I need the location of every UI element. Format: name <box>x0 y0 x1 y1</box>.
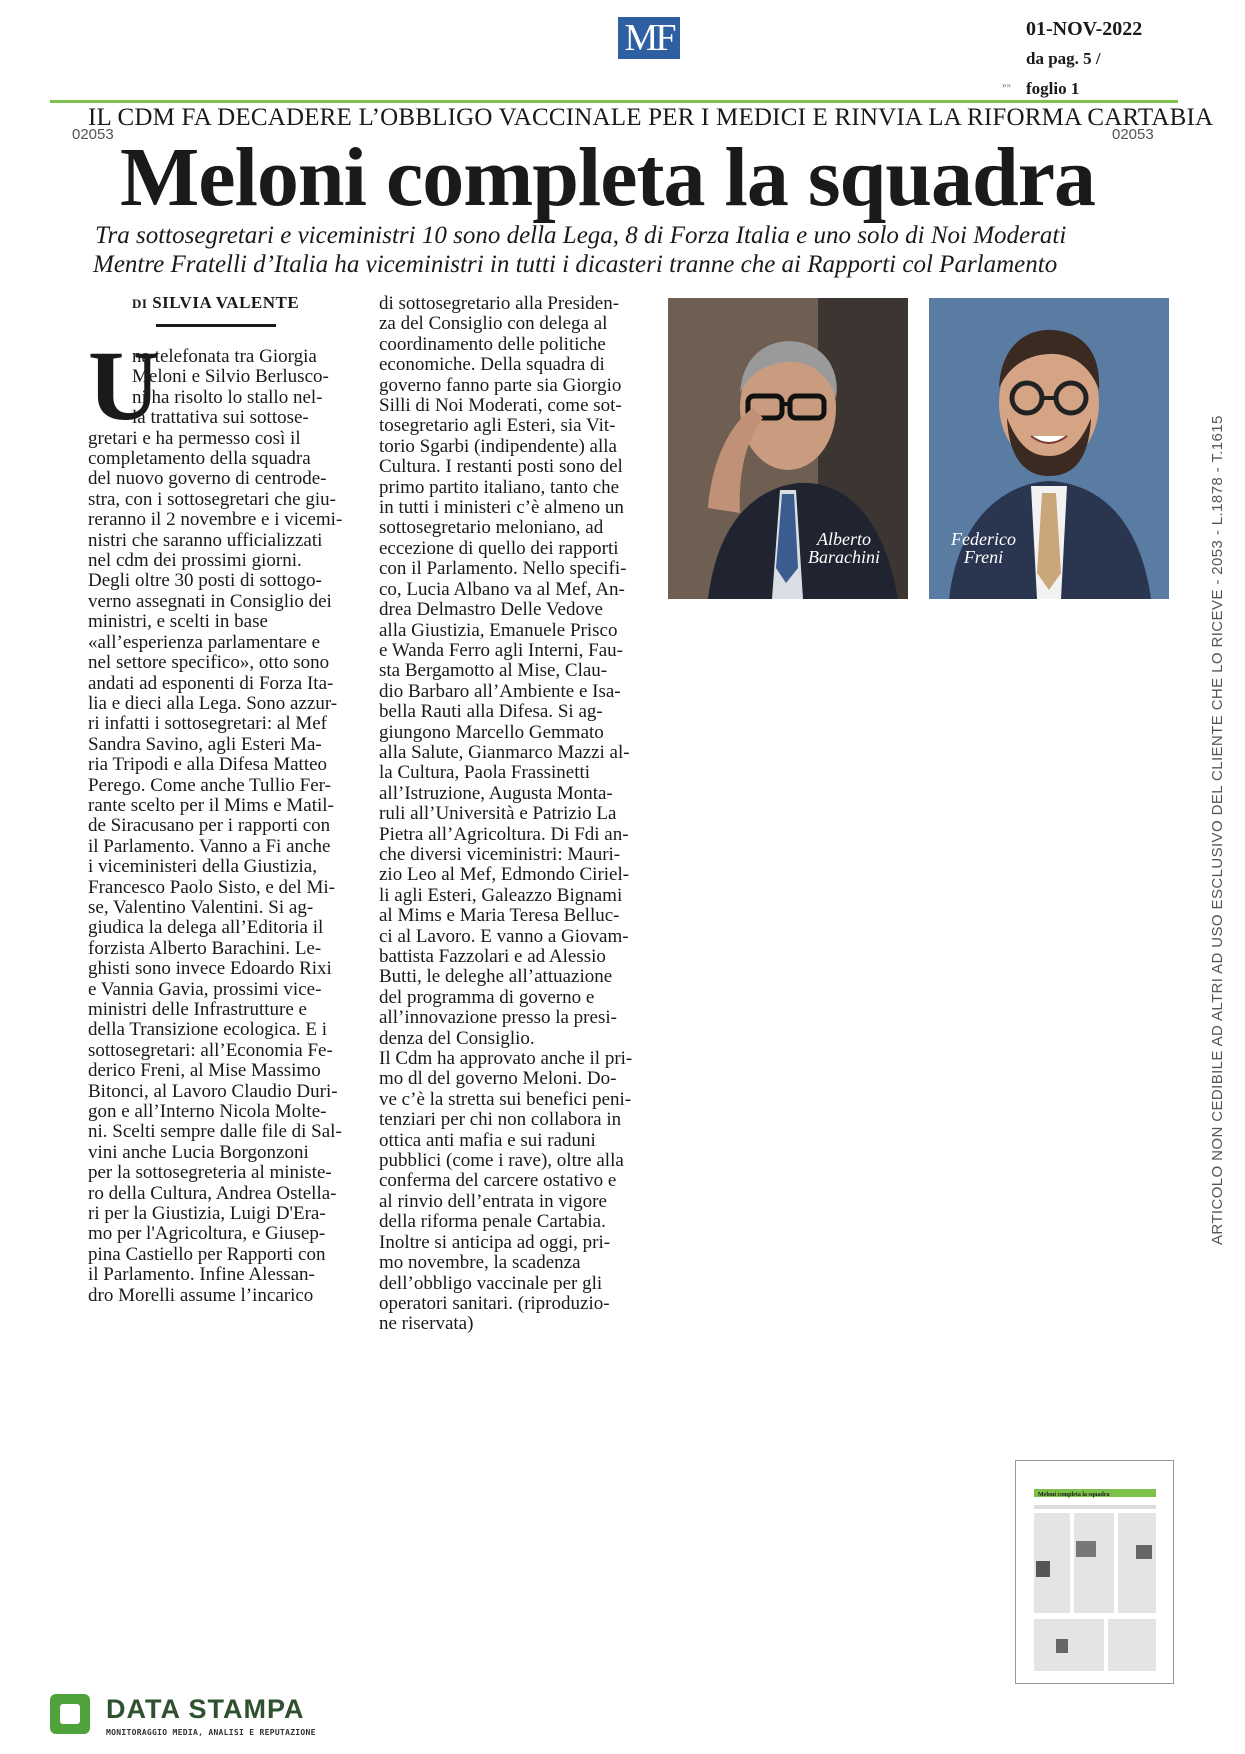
text-line: andati ad esponenti di Forza Ita- <box>88 672 334 694</box>
text-line: completamento della squadra <box>88 448 311 470</box>
byline-prefix: DI <box>132 296 148 311</box>
text-line: per la sottosegreteria al ministe- <box>88 1162 332 1184</box>
article-column-2 <box>379 294 636 1335</box>
thumbnail-photo <box>1136 1545 1152 1559</box>
sheet-marker: »» <box>1002 80 1011 90</box>
text-line: derico Freni, al Mise Massimo <box>88 1060 321 1082</box>
text-line: Perego. Come anche Tullio Fer- <box>88 774 331 796</box>
subheadline-2: Mentre Fratelli d’Italia ha viceministri in tutti i dicasteri tranne che ai Rapporti col Parlamento <box>93 251 1058 278</box>
text-line: zio Leo al Mef, Edmondo Ciriel- <box>379 864 630 886</box>
text-line: de Siracusano per i rapporti con <box>88 815 331 837</box>
text-line: Bitonci, al Lavoro Claudio Duri- <box>88 1080 338 1102</box>
text-line: rante scelto per il Mims e Matil- <box>88 794 334 816</box>
subheadline-1: Tra sottosegretari e viceministri 10 sono della Lega, 8 di Forza Italia e uno solo di Noi Moderati <box>95 222 1067 249</box>
text-line: nel cdm dei prossimi giorni. <box>88 550 302 572</box>
thumbnail-block <box>1034 1619 1104 1671</box>
text-line: se, Valentino Valentini. Si ag- <box>88 896 314 918</box>
text-line: sottosegretari: all’Economia Fe- <box>88 1039 333 1061</box>
text-line: Silli di Noi Moderati, come sot- <box>379 395 622 417</box>
data-stampa-icon <box>50 1694 90 1734</box>
mf-logo: MF <box>618 17 680 59</box>
text-line: pubblici (come i rave), oltre alla <box>379 1150 624 1172</box>
text-line: ve c’è la stretta sui benefici peni- <box>379 1088 632 1110</box>
text-line: di sottosegretario alla Presiden- <box>379 293 620 314</box>
text-line: ci al Lavoro. E vanno a Giovam- <box>379 925 629 947</box>
text-line: ministri, e scelti in base <box>88 611 268 633</box>
text-line: verno assegnati in Consiglio dei <box>88 590 332 612</box>
text-line: eccezione di quello dei rapporti <box>379 537 619 559</box>
text-line: conferma del carcere ostativo e <box>379 1170 617 1192</box>
thumbnail-block <box>1034 1505 1156 1509</box>
text-line: della riforma penale Cartabia. <box>379 1211 606 1233</box>
text-line: sottosegretario meloniano, ad <box>379 517 604 539</box>
text-line: li agli Esteri, Galeazzo Bignami <box>379 884 623 906</box>
sheet-ref: foglio 1 <box>1026 79 1080 98</box>
text-line: ghisti sono invece Edoardo Rixi <box>88 958 332 980</box>
text-line: alla Giustizia, Emanuele Prisco <box>379 619 618 641</box>
text-line: operatori sanitari. (riproduzio- <box>379 1292 610 1314</box>
text-line: che diversi viceministri: Mauri- <box>379 843 621 865</box>
text-line: al rinvio dell’entrata in vigore <box>379 1190 607 1212</box>
text-line: torio Sgarbi (indipendente) alla <box>379 435 617 457</box>
thumbnail-title: Meloni completa la squadra <box>1038 1492 1110 1498</box>
text-line: primo partito italiano, tanto che <box>379 476 620 498</box>
thumbnail-photo <box>1056 1639 1068 1653</box>
text-line: ro della Cultura, Andrea Ostella- <box>88 1182 337 1204</box>
press-meta <box>1026 14 1142 104</box>
text-line: «all’esperienza parlamentare e <box>88 631 321 653</box>
text-line: mo novembre, la scadenza <box>379 1252 581 1274</box>
text-line: sta Bergamotto al Mise, Clau- <box>379 660 608 682</box>
text-line: all’Istruzione, Augusta Monta- <box>379 782 613 804</box>
text-line: tenziari per chi non collabora in <box>379 1109 622 1131</box>
text-line: ruli all’Università e Patrizio La <box>379 803 617 825</box>
clipping-code-right: 02053 <box>1112 126 1154 143</box>
thumbnail-photo <box>1076 1541 1096 1557</box>
text-line: battista Fazzolari e ad Alessio <box>379 946 606 967</box>
text-line: Pietra all’Agricoltura. Di Fdi an- <box>379 823 629 845</box>
drop-cap: U <box>88 330 161 441</box>
text-line: in tutti i ministeri c’è almeno un <box>379 497 624 519</box>
text-line: ministri delle Infrastrutture e <box>88 999 307 1020</box>
issue-date: 01-NOV-2022 <box>1026 18 1143 40</box>
text-line: al Mims e Maria Teresa Belluc- <box>379 905 620 927</box>
usage-notice: ARTICOLO NON CEDIBILE AD ALTRI AD USO ESCLUSIVO DEL CLIENTE CHE LO RICEVE - 2053 - L.1878 - T.1615 <box>1209 415 1226 1245</box>
text-line: ni ha risolto lo stallo nel- <box>132 386 323 408</box>
photo-alberto-barachini <box>668 298 908 599</box>
thumbnail-block <box>1118 1513 1156 1613</box>
text-line: alla Salute, Gianmarco Mazzi al- <box>379 741 630 763</box>
text-line: dell’obbligo vaccinale per gli <box>379 1272 603 1294</box>
text-line: ne riservata) <box>379 1313 474 1335</box>
text-line: della Transizione ecologica. E i <box>88 1019 328 1041</box>
text-line: economiche. Della squadra di <box>379 354 605 376</box>
page-ref: da pag. 5 / <box>1026 49 1101 68</box>
thumbnail-photo <box>1036 1561 1050 1577</box>
text-line: stra, con i sottosegretari che giu- <box>88 488 336 510</box>
text-line: del nuovo governo di centrode- <box>88 468 327 490</box>
text-line: Butti, le deleghe all’attuazione <box>379 966 613 988</box>
text-line: del programma di governo e <box>379 986 595 1008</box>
text-line: giudica la delega all’Editoria il <box>88 917 324 939</box>
byline-rule <box>156 324 276 327</box>
thumbnail-block <box>1108 1619 1156 1671</box>
photo-caption-2: Federico Freni <box>951 529 1016 567</box>
text-line: za del Consiglio con delega al <box>379 313 608 335</box>
text-line: Degli oltre 30 posti di sottogo- <box>88 570 322 592</box>
kicker: IL CDM FA DECADERE L’OBBLIGO VACCINALE PER I MEDICI E RINVIA LA RIFORMA CARTABIA <box>88 104 1214 131</box>
text-line: nistri che saranno ufficializzati <box>88 529 323 551</box>
text-line: gon e all’Interno Nicola Molte- <box>88 1101 327 1123</box>
text-line: Francesco Paolo Sisto, e del Mi- <box>88 876 335 898</box>
text-line: ni. Scelti sempre dalle file di Sal- <box>88 1121 342 1143</box>
text-line: la trattativa sui sottose- <box>132 407 309 429</box>
text-line: pina Castiello per Rapporti con <box>88 1243 326 1265</box>
text-line: reranno il 2 novembre e i vicemi- <box>88 509 343 531</box>
data-stampa-tagline: MONITORAGGIO MEDIA, ANALISI E REPUTAZIONE <box>106 1728 316 1737</box>
text-line: drea Delmastro Delle Vedove <box>379 599 603 621</box>
photo-caption-1: Alberto Barachini <box>808 529 880 567</box>
text-line: ottica anti mafia e sui raduni <box>379 1129 596 1151</box>
text-line: Il Cdm ha approvato anche il pri- <box>379 1048 633 1070</box>
text-line: lia e dieci alla Lega. Sono azzur- <box>88 692 338 714</box>
text-line: con il Parlamento. Nello specifi- <box>379 558 627 580</box>
text-line: il Parlamento. Vanno a Fi anche <box>88 835 331 857</box>
text-line: la Cultura, Paola Frassinetti <box>379 762 591 784</box>
text-line: governo fanno parte sia Giorgio <box>379 374 622 396</box>
text-line: Meloni e Silvio Berlusco- <box>132 366 329 388</box>
text-line: e Vannia Gavia, prossimi vice- <box>88 978 322 1000</box>
text-line: na telefonata tra Giorgia <box>132 346 317 367</box>
text-line: dio Barbaro all’Ambiente e Isa- <box>379 680 621 702</box>
text-line: ria Tripodi e alla Difesa Matteo <box>88 754 328 776</box>
text-line: i viceministeri della Giustizia, <box>88 856 317 878</box>
text-line: coordinamento delle politiche <box>379 333 606 355</box>
text-line: bella Rauti alla Difesa. Si ag- <box>379 701 603 723</box>
text-line: co, Lucia Albano va al Mef, An- <box>379 578 625 600</box>
text-line: gretari e ha permesso così il <box>88 427 301 449</box>
text-line: mo per l'Agricoltura, e Giusep- <box>88 1223 326 1245</box>
text-line: forzista Alberto Barachini. Le- <box>88 937 322 959</box>
article-column-1 <box>88 330 345 1306</box>
text-line: nel settore specifico», otto sono <box>88 652 330 674</box>
top-rule <box>50 100 1178 103</box>
text-line: dro Morelli assume l’incarico <box>88 1284 314 1306</box>
text-line: Cultura. I restanti posti sono del <box>379 456 623 478</box>
byline-author: SILVIA VALENTE <box>152 293 300 312</box>
text-line: all’innovazione presso la presi- <box>379 1007 617 1029</box>
text-line: Sandra Savino, agli Esteri Ma- <box>88 733 322 755</box>
thumbnail-block <box>1074 1513 1114 1613</box>
clipping-code-left: 02053 <box>72 126 114 143</box>
text-line: tosegretario agli Esteri, sia Vit- <box>379 415 616 437</box>
text-line: il Parlamento. Infine Alessan- <box>88 1264 315 1286</box>
headline: Meloni completa la squadra <box>120 131 1095 224</box>
text-line: giungono Marcello Gemmato <box>379 721 604 743</box>
text-line: ri per la Giustizia, Luigi D'Era- <box>88 1203 326 1225</box>
text-line: denza del Consiglio. <box>379 1027 535 1049</box>
text-line: mo dl del governo Meloni. Do- <box>379 1068 617 1090</box>
text-line: ri infatti i sottosegretari: al Mef <box>88 713 328 735</box>
byline <box>132 293 299 313</box>
text-line: e Wanda Ferro agli Interni, Fau- <box>379 639 623 661</box>
data-stampa-brand: DATA STAMPA <box>106 1694 305 1724</box>
photo-federico-freni <box>929 298 1169 599</box>
page-thumbnail[interactable] <box>1015 1460 1174 1684</box>
text-line: Inoltre si anticipa ad oggi, pri- <box>379 1231 611 1253</box>
text-line: vini anche Lucia Borgonzoni <box>88 1141 309 1163</box>
